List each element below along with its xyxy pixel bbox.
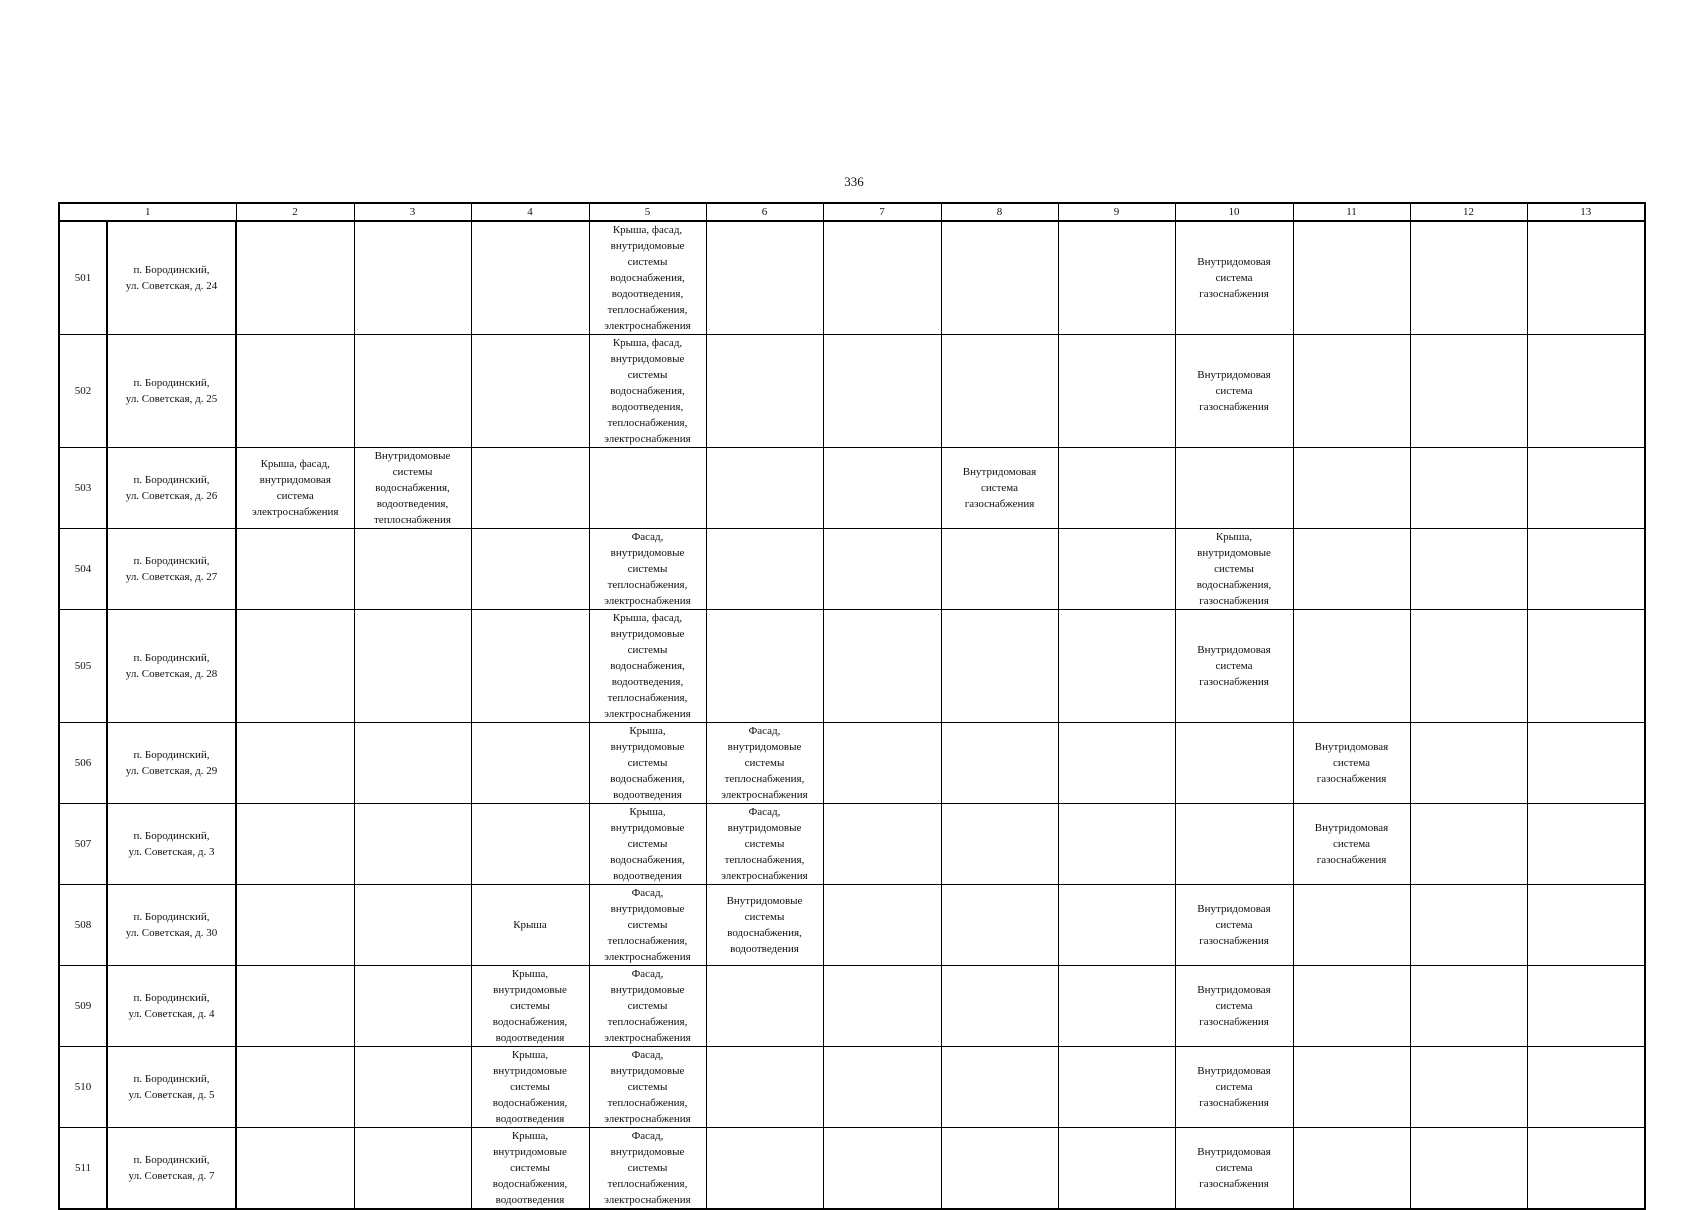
address-cell: п. Бородинский, ул. Советская, д. 25 [107, 335, 236, 448]
work-cell-c7 [823, 966, 941, 1047]
work-cell-c2 [236, 1047, 354, 1128]
work-cell-c7 [823, 448, 941, 529]
work-cell-c5: Крыша, внутридомовые системы водоснабжения, водоотведения [589, 804, 706, 885]
row-number: 503 [59, 448, 107, 529]
work-cell-c13 [1527, 723, 1645, 804]
work-cell-c7 [823, 610, 941, 723]
work-cell-c3 [354, 1128, 471, 1210]
work-cell-c2 [236, 966, 354, 1047]
work-cell-c8: Внутридомовая система газоснабжения [941, 448, 1058, 529]
column-header: 5 [589, 203, 706, 221]
work-cell-c12 [1410, 885, 1527, 966]
work-cell-c5: Крыша, фасад, внутридомовые системы водоснабжения, водоотведения, теплоснабжения, электроснабжения [589, 221, 706, 335]
work-cell-c10: Внутридомовая система газоснабжения [1175, 221, 1293, 335]
work-cell-c9 [1058, 1128, 1175, 1210]
work-cell-c3 [354, 966, 471, 1047]
column-header: 11 [1293, 203, 1410, 221]
address-cell: п. Бородинский, ул. Советская, д. 3 [107, 804, 236, 885]
work-cell-c4 [471, 723, 589, 804]
work-cell-c2 [236, 723, 354, 804]
work-cell-c5: Крыша, фасад, внутридомовые системы водоснабжения, водоотведения, теплоснабжения, электроснабжения [589, 335, 706, 448]
work-cell-c2 [236, 610, 354, 723]
work-cell-c8 [941, 804, 1058, 885]
work-cell-c4 [471, 804, 589, 885]
work-cell-c12 [1410, 335, 1527, 448]
work-cell-c11 [1293, 610, 1410, 723]
work-cell-c13 [1527, 885, 1645, 966]
work-cell-c10: Внутридомовая система газоснабжения [1175, 966, 1293, 1047]
table-row [59, 221, 1645, 335]
column-header: 4 [471, 203, 589, 221]
work-cell-c8 [941, 966, 1058, 1047]
work-cell-c13 [1527, 1047, 1645, 1128]
work-cell-c5: Фасад, внутридомовые системы теплоснабжения, электроснабжения [589, 529, 706, 610]
work-cell-c3 [354, 335, 471, 448]
row-number: 509 [59, 966, 107, 1047]
address-cell: п. Бородинский, ул. Советская, д. 7 [107, 1128, 236, 1210]
work-cell-c5: Фасад, внутридомовые системы теплоснабжения, электроснабжения [589, 885, 706, 966]
work-cell-c4 [471, 529, 589, 610]
work-cell-c8 [941, 529, 1058, 610]
work-cell-c12 [1410, 610, 1527, 723]
work-cell-c2 [236, 335, 354, 448]
work-cell-c11 [1293, 1128, 1410, 1210]
work-cell-c13 [1527, 335, 1645, 448]
work-cell-c7 [823, 804, 941, 885]
work-cell-c2 [236, 1128, 354, 1210]
work-cell-c12 [1410, 1128, 1527, 1210]
table-row [59, 804, 1645, 885]
work-cell-c6 [706, 448, 823, 529]
work-cell-c8 [941, 610, 1058, 723]
work-cell-c7 [823, 221, 941, 335]
work-cell-c3 [354, 529, 471, 610]
work-cell-c4: Крыша, внутридомовые системы водоснабжения, водоотведения [471, 966, 589, 1047]
work-cell-c8 [941, 885, 1058, 966]
address-cell: п. Бородинский, ул. Советская, д. 26 [107, 448, 236, 529]
work-cell-c7 [823, 1128, 941, 1210]
table-row [59, 966, 1645, 1047]
work-cell-c6: Фасад, внутридомовые системы теплоснабжения, электроснабжения [706, 804, 823, 885]
work-cell-c9 [1058, 723, 1175, 804]
work-cell-c6 [706, 529, 823, 610]
work-cell-c11 [1293, 529, 1410, 610]
work-cell-c2 [236, 804, 354, 885]
work-cell-c12 [1410, 966, 1527, 1047]
work-cell-c7 [823, 335, 941, 448]
work-cell-c10: Внутридомовая система газоснабжения [1175, 885, 1293, 966]
work-cell-c11: Внутридомовая система газоснабжения [1293, 804, 1410, 885]
work-cell-c12 [1410, 723, 1527, 804]
row-number: 511 [59, 1128, 107, 1210]
column-header: 9 [1058, 203, 1175, 221]
column-header: 8 [941, 203, 1058, 221]
work-cell-c5: Фасад, внутридомовые системы теплоснабжения, электроснабжения [589, 966, 706, 1047]
work-cell-c9 [1058, 966, 1175, 1047]
work-cell-c13 [1527, 610, 1645, 723]
work-cell-c10 [1175, 804, 1293, 885]
work-cell-c12 [1410, 1047, 1527, 1128]
work-cell-c9 [1058, 529, 1175, 610]
work-cell-c13 [1527, 448, 1645, 529]
work-cell-c3 [354, 723, 471, 804]
work-cell-c5: Крыша, фасад, внутридомовые системы водоснабжения, водоотведения, теплоснабжения, электроснабжения [589, 610, 706, 723]
work-cell-c5: Фасад, внутридомовые системы теплоснабжения, электроснабжения [589, 1047, 706, 1128]
work-cell-c9 [1058, 1047, 1175, 1128]
work-cell-c7 [823, 529, 941, 610]
address-cell: п. Бородинский, ул. Советская, д. 4 [107, 966, 236, 1047]
work-cell-c3 [354, 610, 471, 723]
work-cell-c4: Крыша, внутридомовые системы водоснабжения, водоотведения [471, 1128, 589, 1210]
work-cell-c3 [354, 804, 471, 885]
work-cell-c10: Внутридомовая система газоснабжения [1175, 1128, 1293, 1210]
work-cell-c5: Крыша, внутридомовые системы водоснабжения, водоотведения [589, 723, 706, 804]
work-cell-c3 [354, 221, 471, 335]
address-cell: п. Бородинский, ул. Советская, д. 30 [107, 885, 236, 966]
work-cell-c12 [1410, 804, 1527, 885]
work-cell-c9 [1058, 221, 1175, 335]
row-number: 508 [59, 885, 107, 966]
column-header: 7 [823, 203, 941, 221]
table-row [59, 1128, 1645, 1210]
work-cell-c7 [823, 885, 941, 966]
work-cell-c9 [1058, 610, 1175, 723]
column-header: 13 [1527, 203, 1645, 221]
row-number: 504 [59, 529, 107, 610]
column-header-row [59, 203, 1645, 221]
work-cell-c13 [1527, 529, 1645, 610]
table-row [59, 448, 1645, 529]
work-cell-c2 [236, 221, 354, 335]
work-cell-c11 [1293, 335, 1410, 448]
row-number: 501 [59, 221, 107, 335]
row-number: 507 [59, 804, 107, 885]
column-header: 2 [236, 203, 354, 221]
work-cell-c7 [823, 723, 941, 804]
address-cell: п. Бородинский, ул. Советская, д. 29 [107, 723, 236, 804]
work-cell-c4 [471, 448, 589, 529]
work-cell-c10: Внутридомовая система газоснабжения [1175, 1047, 1293, 1128]
address-cell: п. Бородинский, ул. Советская, д. 27 [107, 529, 236, 610]
work-cell-c6: Внутридомовые системы водоснабжения, водоотведения [706, 885, 823, 966]
work-cell-c7 [823, 1047, 941, 1128]
work-cell-c13 [1527, 1128, 1645, 1210]
work-cell-c10 [1175, 448, 1293, 529]
work-cell-c13 [1527, 804, 1645, 885]
work-cell-c2: Крыша, фасад, внутридомовая система электроснабжения [236, 448, 354, 529]
work-cell-c12 [1410, 448, 1527, 529]
work-cell-c4: Крыша, внутридомовые системы водоснабжения, водоотведения [471, 1047, 589, 1128]
work-cell-c6 [706, 221, 823, 335]
work-cell-c8 [941, 723, 1058, 804]
address-cell: п. Бородинский, ул. Советская, д. 28 [107, 610, 236, 723]
table-body [59, 203, 1645, 1209]
work-cell-c3 [354, 1047, 471, 1128]
work-cell-c6: Фасад, внутридомовые системы теплоснабжения, электроснабжения [706, 723, 823, 804]
work-cell-c5 [589, 448, 706, 529]
work-cell-c11 [1293, 448, 1410, 529]
column-header: 12 [1410, 203, 1527, 221]
work-cell-c10: Внутридомовая система газоснабжения [1175, 610, 1293, 723]
table-row [59, 610, 1645, 723]
repair-schedule-table [58, 202, 1646, 1210]
table-row [59, 1047, 1645, 1128]
work-cell-c3 [354, 885, 471, 966]
work-cell-c8 [941, 335, 1058, 448]
work-cell-c13 [1527, 966, 1645, 1047]
work-cell-c6 [706, 610, 823, 723]
row-number: 510 [59, 1047, 107, 1128]
work-cell-c4: Крыша [471, 885, 589, 966]
work-cell-c4 [471, 221, 589, 335]
work-cell-c12 [1410, 221, 1527, 335]
work-cell-c9 [1058, 335, 1175, 448]
work-cell-c9 [1058, 804, 1175, 885]
table-row [59, 335, 1645, 448]
work-cell-c8 [941, 221, 1058, 335]
row-number: 505 [59, 610, 107, 723]
work-cell-c6 [706, 1128, 823, 1210]
work-cell-c11: Внутридомовая система газоснабжения [1293, 723, 1410, 804]
work-cell-c13 [1527, 221, 1645, 335]
work-cell-c10: Крыша, внутридомовые системы водоснабжения, газоснабжения [1175, 529, 1293, 610]
work-cell-c10 [1175, 723, 1293, 804]
work-cell-c4 [471, 610, 589, 723]
column-header: 10 [1175, 203, 1293, 221]
table-row [59, 885, 1645, 966]
column-header: 6 [706, 203, 823, 221]
work-cell-c2 [236, 885, 354, 966]
work-cell-c11 [1293, 885, 1410, 966]
work-cell-c2 [236, 529, 354, 610]
work-cell-c11 [1293, 221, 1410, 335]
page-number: 336 [844, 174, 864, 189]
row-number: 502 [59, 335, 107, 448]
work-cell-c8 [941, 1128, 1058, 1210]
work-cell-c9 [1058, 448, 1175, 529]
work-cell-c11 [1293, 1047, 1410, 1128]
work-cell-c6 [706, 966, 823, 1047]
work-cell-c9 [1058, 885, 1175, 966]
work-cell-c12 [1410, 529, 1527, 610]
work-cell-c6 [706, 1047, 823, 1128]
row-number: 506 [59, 723, 107, 804]
work-cell-c4 [471, 335, 589, 448]
work-cell-c5: Фасад, внутридомовые системы теплоснабжения, электроснабжения [589, 1128, 706, 1210]
table-row [59, 723, 1645, 804]
work-cell-c3: Внутридомовые системы водоснабжения, водоотведения, теплоснабжения [354, 448, 471, 529]
address-cell: п. Бородинский, ул. Советская, д. 24 [107, 221, 236, 335]
work-cell-c11 [1293, 966, 1410, 1047]
column-header: 3 [354, 203, 471, 221]
table-row [59, 529, 1645, 610]
work-cell-c10: Внутридомовая система газоснабжения [1175, 335, 1293, 448]
address-cell: п. Бородинский, ул. Советская, д. 5 [107, 1047, 236, 1128]
column-header: 1 [59, 203, 236, 221]
work-cell-c6 [706, 335, 823, 448]
work-cell-c8 [941, 1047, 1058, 1128]
